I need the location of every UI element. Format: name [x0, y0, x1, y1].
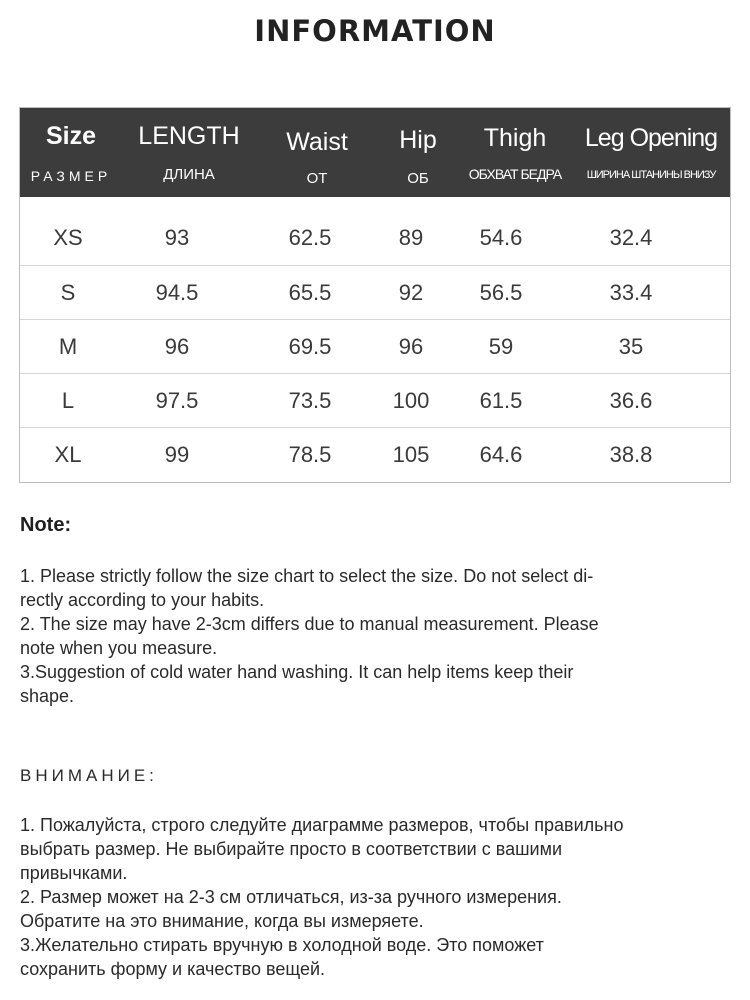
cell-size: L: [61, 388, 75, 413]
cell-length: 96: [164, 334, 190, 359]
column-label-ru: ШИРИНА ШТАНИНЫ ВНИЗУ: [586, 169, 716, 181]
column-label-en: Hip: [399, 126, 437, 154]
attention-line: 1. Пожалуйста, строго следуйте диаграмме размеров, чтобы правильно: [20, 815, 624, 835]
column-label-en: Size: [45, 122, 97, 150]
column-header-length: [122, 108, 256, 197]
table-row: [20, 427, 730, 481]
cell-thigh: 64.6: [479, 442, 523, 467]
column-label-ru: ДЛИНА: [163, 166, 215, 183]
attention-line: Обратите на это внимание, когда вы измеряете.: [20, 911, 424, 931]
column-label-en: LENGTH: [138, 122, 240, 150]
table-row: [20, 265, 730, 319]
cell-hip: 100: [392, 388, 430, 413]
column-header-hip: [378, 108, 458, 197]
note-line: 2. The size may have 2-3cm differs due to manual measurement. Please: [20, 614, 599, 634]
column-label-en: Leg Opening: [584, 124, 718, 152]
cell-length: 97.5: [155, 388, 199, 413]
cell-waist: 69.5: [288, 334, 332, 359]
column-label-ru: ОТ: [306, 170, 328, 187]
column-label-en: Thigh: [483, 124, 547, 152]
note-line: shape.: [20, 686, 75, 706]
attention-line: сохранить форму и качество вещей.: [20, 959, 326, 979]
cell-length: 94.5: [155, 280, 199, 305]
note-line: rectly according to your habits.: [20, 590, 265, 610]
cell-leg-opening: 36.6: [609, 388, 653, 413]
cell-length: 99: [164, 442, 190, 467]
cell-waist: 73.5: [288, 388, 332, 413]
note-line: 1. Please strictly follow the size chart to select the size. Do not select di-: [20, 566, 594, 586]
cell-size: M: [58, 334, 78, 359]
table-row: [20, 211, 730, 265]
cell-hip: 96: [398, 334, 424, 359]
cell-size: S: [60, 280, 76, 305]
cell-leg-opening: 32.4: [609, 225, 653, 250]
cell-size: XS: [53, 225, 83, 250]
table-row: [20, 319, 730, 373]
cell-leg-opening: 35: [618, 334, 644, 359]
cell-leg-opening: 38.8: [609, 442, 653, 467]
cell-hip: 92: [398, 280, 424, 305]
size-chart-header: [20, 108, 730, 197]
attention-line: привычками.: [20, 863, 128, 883]
size-chart: [19, 107, 731, 483]
column-label-ru: ОБ: [407, 170, 429, 187]
cell-hip: 89: [398, 225, 424, 250]
cell-leg-opening: 33.4: [609, 280, 653, 305]
note-line: 3.Suggestion of cold water hand washing. It can help items keep their: [20, 662, 574, 682]
column-header-size: [20, 108, 122, 197]
note-title: Note:: [20, 514, 72, 536]
attention-line: 3.Желательно стирать вручную в холодной воде. Это поможет: [20, 935, 544, 955]
attention-line: 2. Размер может на 2-3 см отличаться, из-за ручного измерения.: [20, 887, 562, 907]
cell-thigh: 61.5: [479, 388, 523, 413]
attention-title: ВНИМАНИЕ:: [20, 766, 158, 785]
cell-size: XL: [54, 442, 82, 467]
attention-line: выбрать размер. Не выбирайте просто в соответствии с вашими: [20, 839, 563, 859]
column-header-leg-opening: [572, 108, 730, 197]
cell-thigh: 54.6: [479, 225, 523, 250]
cell-length: 93: [164, 225, 190, 250]
cell-waist: 78.5: [288, 442, 332, 467]
cell-waist: 62.5: [288, 225, 332, 250]
column-header-waist: [256, 108, 378, 197]
column-header-thigh: [458, 108, 572, 197]
table-row: [20, 373, 730, 427]
cell-thigh: 56.5: [479, 280, 523, 305]
column-label-ru: ОБХВАТ БЕДРА: [468, 166, 562, 182]
cell-waist: 65.5: [288, 280, 332, 305]
cell-thigh: 59: [488, 334, 514, 359]
note-line: note when you measure.: [20, 638, 218, 658]
column-label-ru: РАЗМЕР: [30, 168, 112, 184]
column-label-en: Waist: [286, 128, 348, 156]
cell-hip: 105: [392, 442, 430, 467]
page-title: INFORMATION: [254, 14, 496, 48]
